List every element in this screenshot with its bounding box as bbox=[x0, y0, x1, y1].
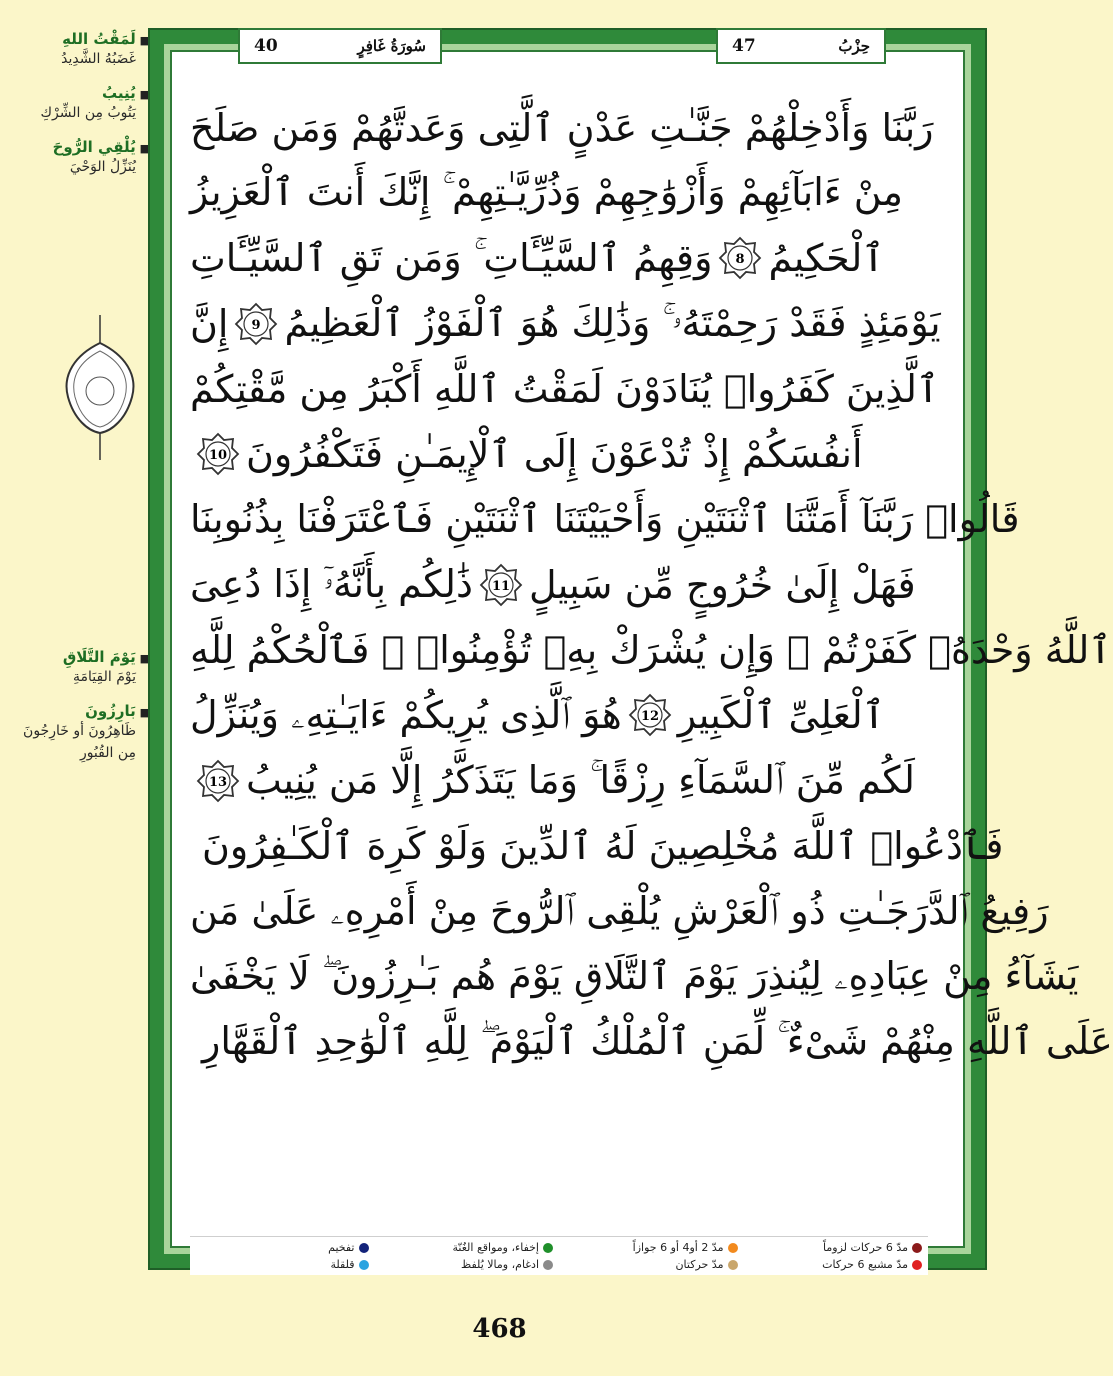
verse-text: ٱلَّذِينَ كَفَرُوا۟ يُنَادَوْنَ لَمَقْتُ ٱللَّهِ أَكْبَرُ مِن مَّقْتِكُمْ bbox=[190, 366, 940, 411]
ayah-number: 13 bbox=[208, 774, 228, 790]
verse-text: ٱلْحَكِيمُ bbox=[768, 236, 885, 281]
note-word: ■ يُلْقِي الرُّوحَ bbox=[14, 138, 150, 156]
legend-label: إخفاء، ومواقع الغُنّة bbox=[452, 1241, 539, 1254]
legend-label: قلقلة bbox=[330, 1258, 355, 1271]
ayah-number: 9 bbox=[251, 317, 261, 333]
verse-text: ٱلْعَلِىِّ ٱلْكَبِيرِ bbox=[677, 693, 885, 738]
margin-notes-bottom bbox=[14, 648, 150, 778]
verse-line bbox=[190, 944, 1079, 1009]
note-meaning: يَتُوبُ مِن الشِّرْكِ bbox=[40, 105, 136, 121]
note-item bbox=[14, 84, 150, 124]
verse-text: إِنَّ bbox=[190, 301, 229, 346]
legend-column bbox=[744, 1237, 929, 1275]
hizb-label: حِزْبُ bbox=[838, 37, 870, 55]
verse-text: قَالُوا۟ رَبَّنَآ أَمَتَّنَا ٱثْنَتَيْنِ وَأَحْيَيْتَنَا ٱثْنَتَيْنِ فَٱعْتَرَفْنَا بِذُنُوبِنَا bbox=[190, 497, 1020, 542]
legend-label: مدّ 2 أو4 أو 6 جوازاً bbox=[632, 1241, 724, 1254]
color-dot-icon bbox=[912, 1260, 922, 1270]
verse-line bbox=[190, 552, 928, 617]
verse-text: عَلَى ٱللَّهِ مِنْهُمْ شَىْءٌ ۚ لِّمَنِ ٱلْمُلْكُ ٱلْيَوْمَ ۖ لِلَّهِ ٱلْوَٰحِدِ ٱلْقَهَّارِ bbox=[202, 1019, 1113, 1064]
note-word: ■ يُنِيبُ bbox=[14, 84, 150, 102]
verse-text: رَبَّنَا وَأَدْخِلْهُمْ جَنَّـٰتِ عَدْنٍ ٱلَّتِى وَعَدتَّهُمْ وَمَن صَلَحَ bbox=[190, 105, 934, 150]
hizb-number: 47 bbox=[732, 36, 756, 56]
verse-line bbox=[190, 160, 928, 225]
legend-item bbox=[381, 1256, 554, 1273]
legend-label: مدّ مشبع 6 حركات bbox=[822, 1258, 908, 1271]
note-meaning: يَوْمَ القِيَامَةِ bbox=[73, 669, 136, 685]
ayah-number-marker bbox=[196, 432, 240, 476]
verse-text: لَكُم مِّنَ ٱلسَّمَآءِ رِزْقًا ۚ وَمَا يَتَذَكَّرُ إِلَّا مَن يُنِيبُ bbox=[246, 758, 915, 803]
legend-item bbox=[565, 1239, 738, 1256]
color-dot-icon bbox=[728, 1243, 738, 1253]
verse-line bbox=[190, 291, 941, 356]
verse-text: ذَٰلِكُم بِأَنَّهُۥٓ إِذَا دُعِىَ bbox=[190, 562, 473, 607]
note-word: ■ لَمَقْتُ اللهِ bbox=[14, 30, 150, 48]
verse-line bbox=[190, 1009, 1113, 1074]
legend-item bbox=[381, 1239, 554, 1256]
note-item bbox=[14, 648, 150, 688]
ayah-number-marker bbox=[234, 302, 278, 346]
verse-line bbox=[190, 748, 928, 813]
verse-text: يَوْمَئِذٍ فَقَدْ رَحِمْتَهُۥ ۚ وَذَٰلِكَ هُوَ ٱلْفَوْزُ ٱلْعَظِيمُ bbox=[284, 301, 941, 346]
legend-label: ادغام، ومالا يُلفظ bbox=[461, 1258, 539, 1271]
legend-label: تفخيم bbox=[328, 1241, 355, 1254]
surah-name: سُورَةُ غَافِرٍ bbox=[357, 37, 426, 55]
legend-label: مدّ حركتان bbox=[675, 1258, 724, 1271]
ayah-number-marker bbox=[628, 693, 672, 737]
verse-line bbox=[190, 617, 1112, 682]
verse-line bbox=[190, 487, 1020, 552]
color-dot-icon bbox=[728, 1260, 738, 1270]
ayah-number: 11 bbox=[491, 578, 510, 594]
surah-header bbox=[238, 28, 442, 64]
ayah-number-marker bbox=[479, 563, 523, 607]
verse-lines bbox=[190, 95, 1113, 1074]
verse-line bbox=[190, 813, 1004, 878]
page-number: 468 bbox=[472, 1314, 527, 1344]
verse-line bbox=[190, 95, 934, 160]
legend-item bbox=[196, 1239, 369, 1256]
color-dot-icon bbox=[543, 1243, 553, 1253]
verse-line bbox=[190, 356, 940, 421]
legend-item bbox=[565, 1256, 738, 1273]
legend-label: مدّ 6 حركات لزوماً bbox=[823, 1241, 908, 1254]
legend-column bbox=[375, 1237, 560, 1275]
verse-line bbox=[190, 879, 1049, 944]
color-dot-icon bbox=[359, 1243, 369, 1253]
legend-item bbox=[196, 1256, 369, 1273]
verse-line bbox=[190, 683, 928, 748]
verse-text: ٱللَّهُ وَحْدَهُۥ كَفَرْتُمْ ۖ وَإِن يُشْرَكْ بِهِۦ تُؤْمِنُوا۟ ۚ فَٱلْحُكْمُ لِلَّهِ bbox=[190, 628, 1112, 673]
legend-column bbox=[559, 1237, 744, 1275]
note-word: ■ يَوْمَ التَّلَاقِ bbox=[14, 648, 150, 666]
verse-text: فَٱدْعُوا۟ ٱللَّهَ مُخْلِصِينَ لَهُ ٱلدِّينَ وَلَوْ كَرِهَ ٱلْكَـٰفِرُونَ bbox=[202, 823, 1004, 868]
note-meaning: يُنَزِّلُ الوَحْيَ bbox=[69, 159, 136, 175]
note-meaning: غَضَبُهُ الشَّدِيدُ bbox=[61, 51, 136, 67]
color-dot-icon bbox=[359, 1260, 369, 1270]
note-word: ■ بَارِزُونَ bbox=[14, 702, 150, 720]
ayah-number-marker bbox=[718, 236, 762, 280]
legend-column bbox=[190, 1237, 375, 1275]
ayah-number-marker bbox=[196, 759, 240, 803]
verse-text: مِنْ ءَابَآئِهِمْ وَأَزْوَٰجِهِمْ وَذُرِّيَّـٰتِهِمْ ۚ إِنَّكَ أَنتَ ٱلْعَزِيزُ bbox=[190, 170, 904, 215]
note-item bbox=[14, 138, 150, 178]
verse-text: هُوَ ٱلَّذِى يُرِيكُمْ ءَايَـٰتِهِۦ وَيُنَزِّلُ bbox=[190, 692, 622, 737]
note-item bbox=[14, 702, 150, 764]
tajweed-legend bbox=[190, 1236, 928, 1275]
verse-text: فَهَلْ إِلَىٰ خُرُوجٍ مِّن سَبِيلٍ bbox=[528, 562, 916, 607]
hizb-header bbox=[716, 28, 886, 64]
verse-text: يَوْمَ هُم بَـٰرِزُونَ ۖ لَا يَخْفَىٰ bbox=[190, 954, 562, 998]
verse-line bbox=[190, 421, 928, 486]
surah-number: 40 bbox=[254, 36, 278, 56]
verse-text: أَنفُسَكُمْ إِذْ تُدْعَوْنَ إِلَى ٱلْإِيمَـٰنِ فَتَكْفُرُونَ bbox=[246, 432, 863, 477]
color-dot-icon bbox=[912, 1243, 922, 1253]
note-meaning: ظَاهِرُونَ أو خَارِجُونَ مِن القُبُورِ bbox=[23, 723, 136, 761]
ayah-number: 8 bbox=[735, 252, 745, 268]
margin-notes-top bbox=[14, 30, 150, 192]
color-dot-icon bbox=[543, 1260, 553, 1270]
verse-text: يَشَآءُ مِنْ عِبَادِهِۦ لِيُنذِرَ يَوْمَ ٱلتَّلَاقِ bbox=[573, 954, 1079, 998]
margin-ornament-icon bbox=[60, 315, 140, 460]
note-item bbox=[14, 30, 150, 70]
verse-text: رَفِيعُ ٱلدَّرَجَـٰتِ ذُو ٱلْعَرْشِ يُلْقِى ٱلرُّوحَ مِنْ أَمْرِهِۦ عَلَىٰ مَن bbox=[190, 888, 1049, 933]
verse-text: وَقِهِمُ ٱلسَّيِّـَٔاتِ ۚ وَمَن تَقِ ٱلسَّيِّـَٔاتِ bbox=[190, 235, 713, 280]
ayah-number: 10 bbox=[208, 448, 228, 464]
verse-line bbox=[190, 226, 928, 291]
legend-item bbox=[750, 1239, 923, 1256]
legend-item bbox=[750, 1256, 923, 1273]
ayah-number: 12 bbox=[640, 709, 659, 725]
